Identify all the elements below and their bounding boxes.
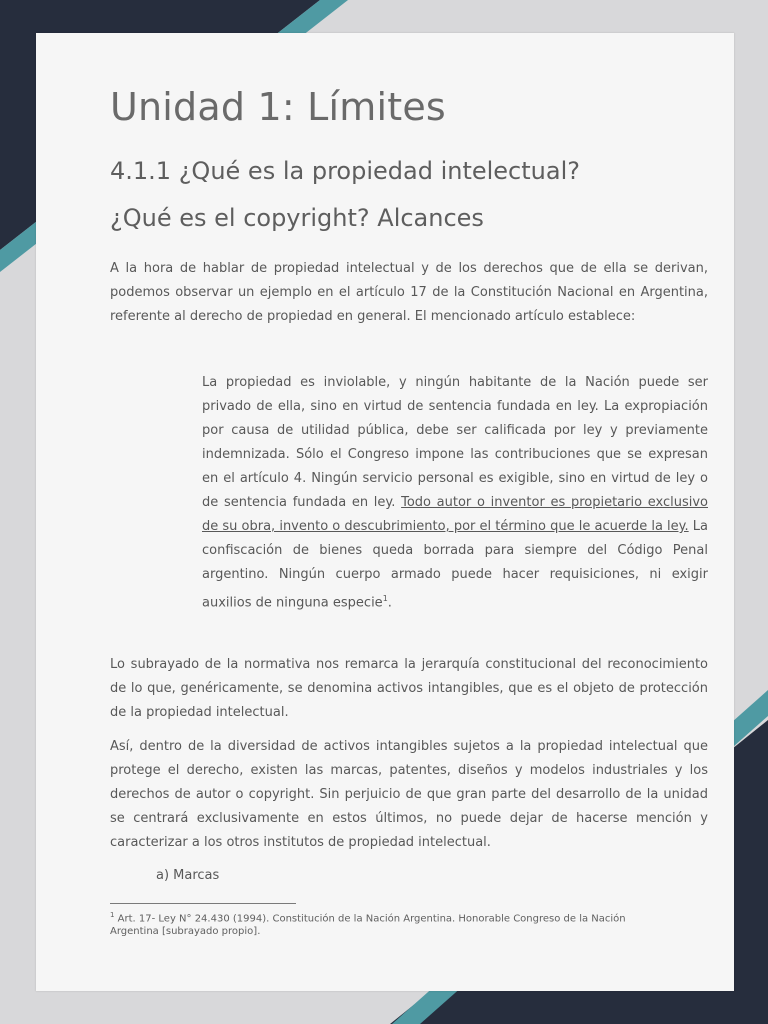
article-quote bbox=[202, 371, 708, 615]
footnote bbox=[110, 909, 670, 938]
quote-text-start: La propiedad es inviolable, y ningún habitante de la Nación puede ser privado de ella, sino en virtud de sentencia fundada en ley. La expropiación por causa de utilidad pública, debe ser calificada por ley y previamente indemnizada. Sólo el Congreso impone las contribuciones que se expresan en el artículo 4. Ningún servicio personal es exigible, sino en virtud de ley o de sentencia fundada en ley. bbox=[202, 375, 708, 510]
intro-paragraph: A la hora de hablar de propiedad intelectual y de los derechos que de ella se derivan, podemos observar un ejemplo en el artículo 17 de la Constitución Nacional en Argentina, referente al derecho de propiedad en general. El mencionado artículo establece: bbox=[110, 261, 708, 324]
list-item-marcas: a) Marcas bbox=[156, 868, 220, 883]
footnote-reference: 1 bbox=[382, 594, 388, 603]
section-heading: 4.1.1 ¿Qué es la propiedad intelectual? bbox=[110, 157, 580, 185]
footnote-text: Art. 17- Ley N° 24.430 (1994). Constitución de la Nación Argentina. Honorable Congreso de la Nación Argentina [subrayado propio]. bbox=[110, 913, 626, 938]
quote-underlined-text: Todo autor o inventor es propietario exclusivo de su obra, invento o descubrimiento, por el término que le acuerde la ley. bbox=[202, 495, 708, 534]
section-subheading: ¿Qué es el copyright? Alcances bbox=[110, 204, 484, 232]
analysis-paragraph: Lo subrayado de la normativa nos remarca la jerarquía constitucional del reconocimiento de lo que, genéricamente, se denomina activos intangibles, que es el objeto de protección de la propiedad intelectual. bbox=[110, 657, 708, 720]
document-page bbox=[36, 33, 734, 991]
page-title: Unidad 1: Límites bbox=[110, 85, 446, 129]
quote-period: . bbox=[387, 595, 392, 611]
footnote-number: 1 bbox=[110, 911, 115, 919]
footnote-divider bbox=[110, 903, 296, 904]
assets-paragraph: Así, dentro de la diversidad de activos intangibles sujetos a la propiedad intelectual que protege el derecho, existen las marcas, patentes, diseños y modelos industriales y los derechos de autor o copyright. Sin perjuicio de que gran parte del desarrollo de la unidad se centrará exclusivamente en estos últimos, no puede dejar de hacerse mención y caracterizar a los otros institutos de propiedad intelectual. bbox=[110, 739, 708, 850]
quote-text-end: La confiscación de bienes queda borrada para siempre del Código Penal argentino. Ningún cuerpo armado puede hacer requisiciones, ni exigir auxilios de ninguna especie bbox=[202, 519, 708, 611]
